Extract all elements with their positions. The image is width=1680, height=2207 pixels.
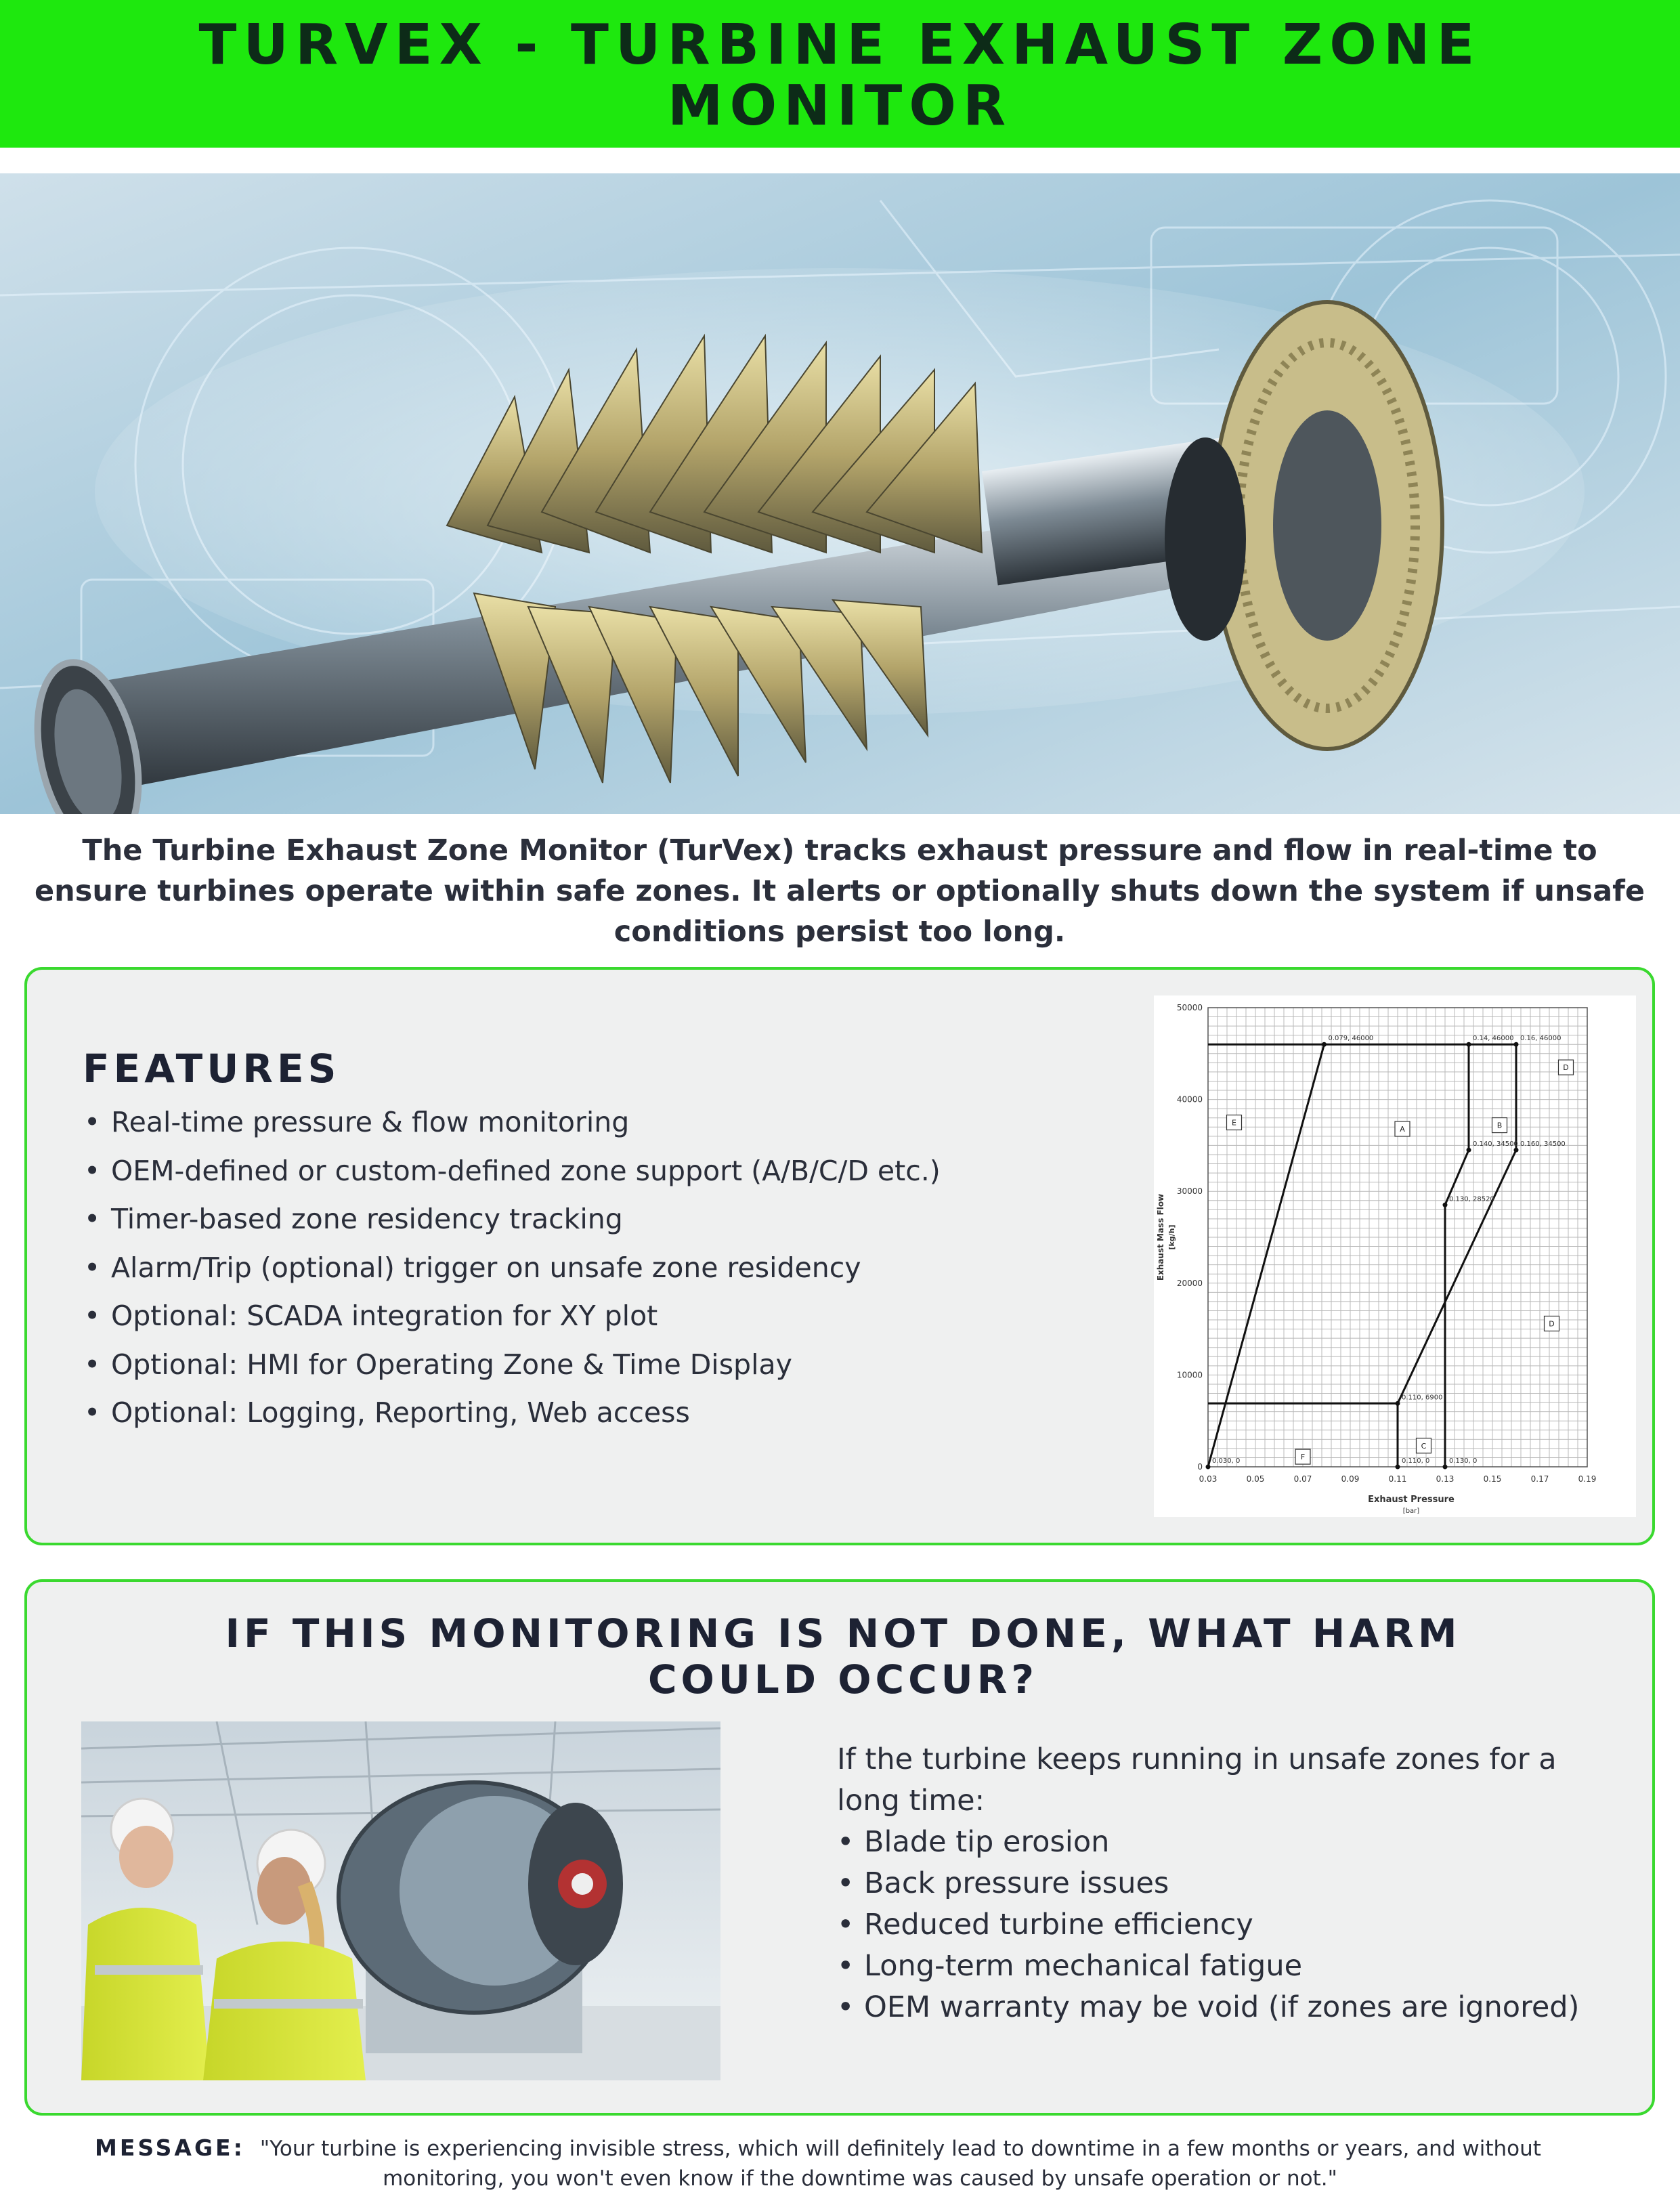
- harm-item: • Long-term mechanical fatigue: [837, 1946, 1609, 1987]
- engineers-turbine-photo: [81, 1721, 720, 2080]
- x-tick-label: 0.11: [1388, 1474, 1407, 1484]
- harm-intro: If the turbine keeps running in unsafe zones for a long time:: [837, 1742, 1557, 1818]
- x-tick-label: 0.07: [1293, 1474, 1312, 1484]
- zone-label: D: [1563, 1063, 1569, 1073]
- y-tick-label: 40000: [1176, 1094, 1203, 1105]
- page-header: [0, 0, 1680, 148]
- feature-item: • OEM-defined or custom-defined zone support (A/B/C/D etc.): [84, 1147, 1086, 1196]
- harm-panel: [24, 1579, 1655, 2116]
- boundary-point-label: 0.130, 0: [1449, 1457, 1478, 1465]
- intro-paragraph: The Turbine Exhaust Zone Monitor (TurVex) tracks exhaust pressure and flow in real-time to ensure turbines operate within safe zones. It alerts or optionally shuts down the system if unsafe conditions persist too long.: [34, 834, 1645, 949]
- zone-label: E: [1232, 1118, 1236, 1128]
- engineers-turbine-svg: [81, 1721, 720, 2080]
- boundary-point-label: 0.160, 34500: [1520, 1140, 1566, 1149]
- boundary-point: [1396, 1465, 1400, 1470]
- x-tick-label: 0.13: [1436, 1474, 1455, 1484]
- feature-item: • Optional: SCADA integration for XY plot: [84, 1292, 1086, 1341]
- zone-label: F: [1300, 1453, 1306, 1462]
- boundary-point: [1322, 1042, 1327, 1047]
- x-tick-label: 0.17: [1530, 1474, 1549, 1484]
- harm-heading-line2: COULD OCCUR?: [647, 1656, 1039, 1702]
- boundary-point-label: 0.14, 46000: [1473, 1035, 1514, 1043]
- features-heading: FEATURES: [83, 1046, 341, 1092]
- page-title-line2: MONITOR: [667, 74, 1013, 138]
- boundary-point-label: 0.030, 0: [1212, 1457, 1241, 1465]
- feature-item: • Alarm/Trip (optional) trigger on unsafe zone residency: [84, 1244, 1086, 1293]
- features-panel: [24, 967, 1655, 1545]
- boundary-point-label: 0.110, 0: [1402, 1457, 1430, 1465]
- zone-label: C: [1421, 1441, 1427, 1451]
- feature-item: • Optional: Logging, Reporting, Web access: [84, 1389, 1086, 1438]
- zone-label: D: [1549, 1319, 1555, 1329]
- harm-item: • Reduced turbine efficiency: [837, 1904, 1609, 1946]
- y-tick-label: 50000: [1176, 1003, 1203, 1012]
- boundary-point: [1443, 1203, 1448, 1207]
- boundary-point: [1467, 1148, 1471, 1153]
- boundary-point-label: 0.079, 46000: [1328, 1035, 1374, 1043]
- boundary-point-label: 0.140, 34500: [1473, 1140, 1518, 1149]
- feature-item: • Optional: HMI for Operating Zone & Time Display: [84, 1341, 1086, 1390]
- boundary-point-label: 0.16, 46000: [1520, 1035, 1561, 1043]
- x-tick-label: 0.05: [1246, 1474, 1265, 1484]
- y-tick-label: 30000: [1176, 1186, 1203, 1197]
- harm-list: [837, 1822, 1609, 2028]
- x-tick-label: 0.03: [1199, 1474, 1218, 1484]
- turbine-rotor-svg: [0, 173, 1680, 814]
- y-tick-label: 10000: [1176, 1370, 1203, 1380]
- x-tick-label: 0.09: [1341, 1474, 1360, 1484]
- boundary-point: [1396, 1401, 1400, 1406]
- x-axis-unit: [bar]: [1402, 1507, 1420, 1515]
- harm-item: • Blade tip erosion: [837, 1822, 1609, 1863]
- features-list: [84, 1098, 1086, 1438]
- boundary-point: [1467, 1042, 1471, 1047]
- x-tick-label: 0.19: [1578, 1474, 1597, 1484]
- zone-chart-svg: [1154, 995, 1636, 1517]
- harm-item: • OEM warranty may be void (if zones are ignored): [837, 1987, 1609, 2028]
- x-axis-label: Exhaust Pressure: [1368, 1495, 1455, 1505]
- footer-line2: monitoring, you won't even know if the downtime was caused by unsafe operation or not.": [383, 2166, 1337, 2191]
- page-title-line1: TURVEX - TURBINE EXHAUST ZONE: [198, 13, 1482, 77]
- harm-heading-line1: IF THIS MONITORING IS NOT DONE, WHAT HARM: [225, 1610, 1461, 1656]
- y-tick-label: 20000: [1176, 1278, 1203, 1288]
- x-tick-label: 0.15: [1483, 1474, 1502, 1484]
- y-tick-label: 0: [1197, 1462, 1203, 1472]
- boundary-point-label: 0.130, 28520: [1449, 1195, 1494, 1203]
- footer-message: [95, 2133, 1625, 2193]
- footer-line1: "Your turbine is experiencing invisible stress, which will definitely lead to downtime in a few months or years, and without: [259, 2137, 1541, 2161]
- y-axis-label: Exhaust Mass Flow: [1156, 1193, 1165, 1281]
- harm-heading: [81, 1610, 1605, 1702]
- turbine-rotor-illustration: [0, 173, 1680, 814]
- page-title: [0, 15, 1680, 137]
- y-axis-unit: [kg/h]: [1167, 1224, 1176, 1250]
- zone-label: B: [1496, 1121, 1503, 1130]
- harm-item: • Back pressure issues: [837, 1863, 1609, 1904]
- boundary-point: [1206, 1465, 1211, 1470]
- zone-label: A: [1400, 1124, 1405, 1134]
- footer-label: MESSAGE:: [95, 2135, 245, 2161]
- boundary-point-label: 0.110, 6900: [1402, 1394, 1443, 1402]
- boundary-point: [1443, 1465, 1448, 1470]
- boundary-point: [1514, 1042, 1519, 1047]
- boundary-point: [1514, 1148, 1519, 1153]
- feature-item: • Timer-based zone residency tracking: [84, 1195, 1086, 1244]
- feature-item: • Real-time pressure & flow monitoring: [84, 1098, 1086, 1147]
- operating-zone-chart: [1154, 995, 1636, 1517]
